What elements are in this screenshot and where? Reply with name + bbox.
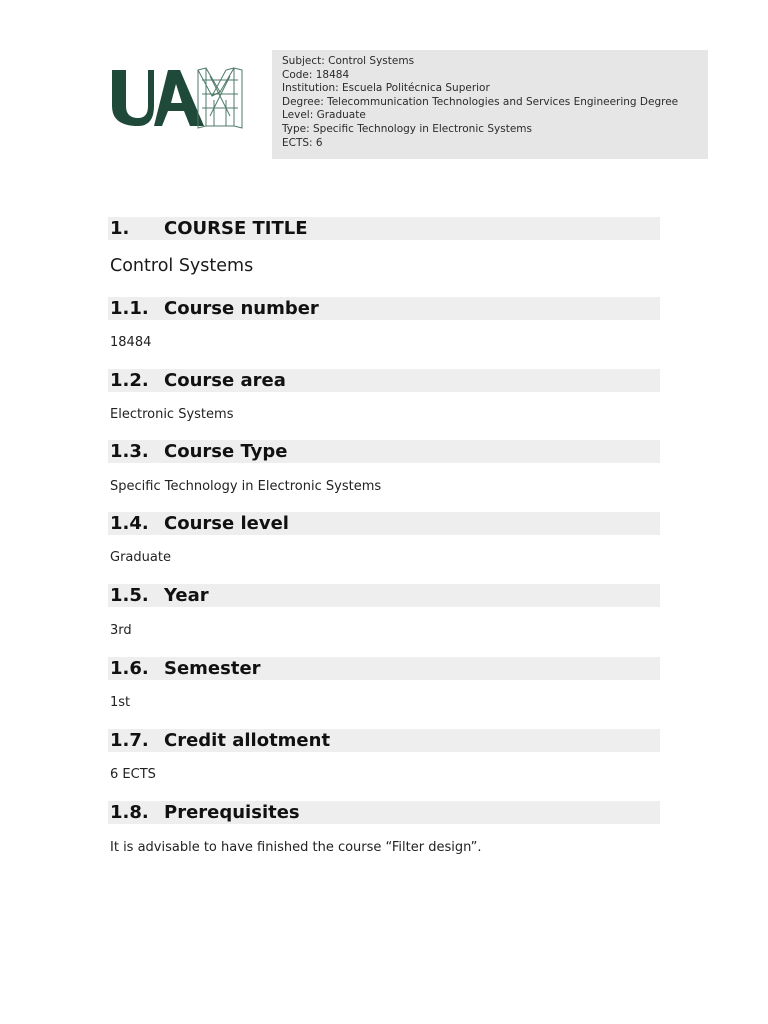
section-heading [108,512,660,535]
section-heading [108,440,660,463]
section-number: 1.4. [110,513,149,534]
section-title: COURSE TITLE [164,218,308,239]
section-course-type [108,440,660,463]
section-title: Credit allotment [164,730,331,751]
info-subject: Subject: Control Systems [282,55,415,67]
section-number: 1.8. [110,802,149,823]
info-ects: ECTS: 6 [282,136,323,149]
info-institution: Institution: Escuela Politécnica Superior [282,82,490,95]
info-level: Level: Graduate [282,109,366,122]
section-heading [108,584,660,607]
section-course-number [108,297,660,320]
section-course-level [108,512,660,535]
section-course-area [108,369,660,392]
section-heading [108,297,660,320]
section-title: Course level [164,513,289,534]
section-prerequisites [108,801,660,824]
section-number: 1.7. [110,730,149,751]
semester-value: 1st [110,695,131,710]
section-number: 1. [110,218,130,239]
section-number: 1.6. [110,658,149,679]
info-type: Type: Specific Technology in Electronic Systems [282,122,532,135]
section-heading [108,217,660,240]
section-number: 1.2. [110,370,149,391]
info-degree: Degree: Telecommunication Technologies and Services Engineering Degree [282,95,679,108]
section-number: 1.1. [110,298,149,319]
info-code: Code: 18484 [282,68,350,81]
section-heading [108,801,660,824]
section-title: Course area [164,370,286,391]
course-info-box [272,50,708,159]
section-title: Semester [164,658,261,679]
year-value: 3rd [110,623,132,638]
section-title: Year [164,585,209,606]
section-heading [108,657,660,680]
prerequisites-value: It is advisable to have finished the course “Filter design”. [110,840,482,855]
section-heading [108,729,660,752]
course-number-value: 18484 [110,335,152,350]
course-level-value: Graduate [110,550,171,565]
section-year [108,584,660,607]
section-number: 1.5. [110,585,149,606]
section-number: 1.3. [110,441,149,462]
section-semester [108,657,660,680]
course-title-value: Control Systems [110,256,254,276]
section-title: Course number [164,298,319,319]
section-title: Prerequisites [164,802,300,823]
section-credit-allotment [108,729,660,752]
course-area-value: Electronic Systems [110,407,234,422]
course-type-value: Specific Technology in Electronic Systems [110,479,382,494]
section-heading [108,369,660,392]
section-course-title [108,217,660,240]
section-title: Course Type [164,441,288,462]
uam-logo [110,66,248,130]
credit-allotment-value: 6 ECTS [110,767,156,782]
